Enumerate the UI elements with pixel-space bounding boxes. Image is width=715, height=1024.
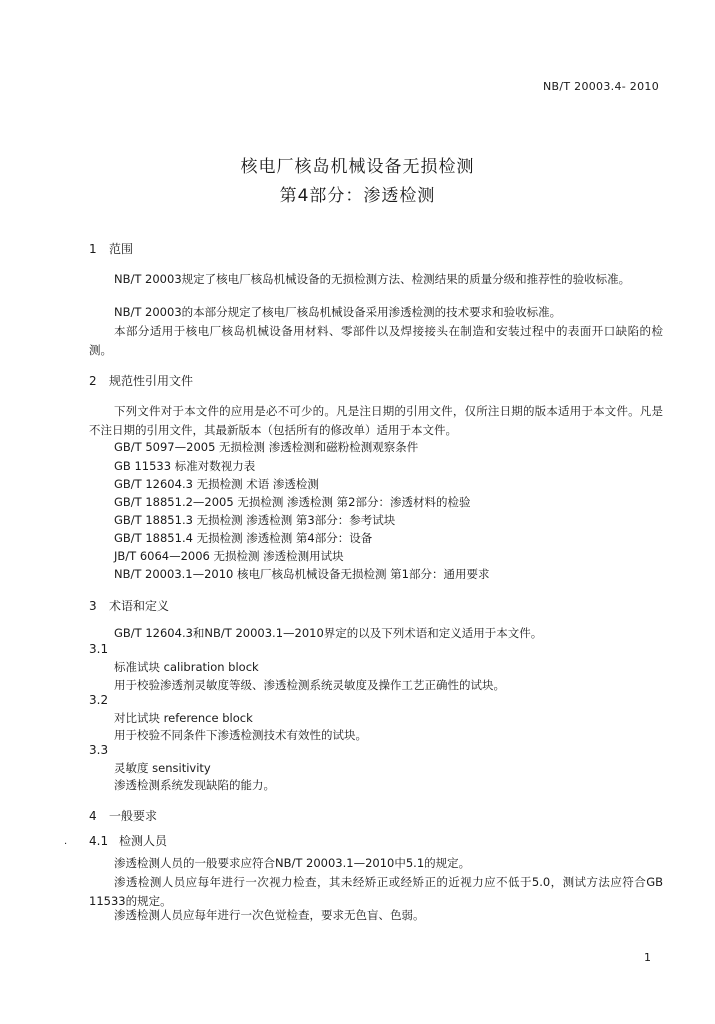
reference-item: JB/T 6064—2006 无损检测 渗透检测用试块 [114,549,344,563]
subsection-number: 4.1 [89,834,109,848]
section-4-paragraph-3: 渗透检测人员应每年进行一次色觉检查，要求无色盲、色弱。 [114,908,425,922]
section-1-paragraph-3: 本部分适用于核电厂核岛机械设备用材料、零部件以及焊接接头在制造和安装过程中的表面开口缺陷的检测。 [89,324,663,357]
section-1-paragraph-2: NB/T 20003的本部分规定了核电厂核岛机械设备采用渗透检测的技术要求和验收标准。 [114,305,562,319]
clause-number: 3.3 [89,743,109,757]
subsection-title: 检测人员 [119,834,168,848]
section-3-intro: GB/T 12604.3和NB/T 20003.1—2010界定的以及下列术语和定义适用于本文件。 [114,626,543,640]
section-4-heading [89,807,157,824]
reference-item: NB/T 20003.1—2010 核电厂核岛机械设备无损检测 第1部分：通用要求 [114,567,490,581]
clause-number: 3.2 [89,693,109,707]
section-title: 术语和定义 [109,599,170,613]
section-number: 4 [89,809,97,823]
reference-item: GB/T 18851.3 无损检测 渗透检测 第3部分：参考试块 [114,513,396,527]
term-name: 标准试块 calibration block [114,660,259,674]
stray-mark: . [64,836,68,847]
section-2-intro: 下列文件对于本文件的应用是必不可少的。凡是注日期的引用文件，仅所注日期的版本适用于本文件。凡是不注日期的引用文件，其最新版本（包括所有的修改单）适用于本文件。 [89,404,663,437]
standard-code: NB/T 20003.4- 2010 [542,80,659,93]
document-title: 核电厂核岛机械设备无损检测 [240,157,475,177]
section-4-paragraph-1: 渗透检测人员的一般要求应符合NB/T 20003.1—2010中5.1的规定。 [114,856,471,870]
section-number: 2 [89,374,97,388]
section-1-heading [89,240,133,257]
term-definition: 用于校验渗透剂灵敏度等级、渗透检测系统灵敏度及操作工艺正确性的试块。 [114,678,505,692]
reference-item: GB/T 5097—2005 无损检测 渗透检测和磁粉检测观察条件 [114,440,419,454]
reference-item: GB/T 18851.4 无损检测 渗透检测 第4部分：设备 [114,531,373,545]
section-number: 1 [89,242,97,256]
term-definition: 渗透检测系统发现缺陷的能力。 [114,778,275,792]
section-2-heading [89,372,193,389]
section-title: 一般要求 [109,809,158,823]
reference-item: GB/T 18851.2—2005 无损检测 渗透检测 第2部分：渗透材料的检验 [114,495,471,509]
reference-item: GB/T 12604.3 无损检测 术语 渗透检测 [114,477,319,491]
reference-item: GB 11533 标准对数视力表 [114,459,256,473]
section-title: 规范性引用文件 [109,374,194,388]
section-4-paragraph-2: 渗透检测人员应每年进行一次视力检查，其未经矫正或经矫正的近视力应不低于5.0，测试方法应符合GB 11533的规定。 [89,875,663,908]
clause-number: 3.1 [89,642,109,656]
term-name: 对比试块 reference block [114,711,253,725]
section-1-paragraph-1: NB/T 20003规定了核电厂核岛机械设备的无损检测方法、检测结果的质量分级和推荐性的验收标准。 [114,272,631,286]
document-subtitle: 第4部分：渗透检测 [279,186,436,206]
section-number: 3 [89,599,97,613]
section-3-heading [89,597,169,614]
section-title: 范围 [109,242,134,256]
page-number: 1 [644,951,651,964]
term-name: 灵敏度 sensitivity [114,761,211,775]
term-definition: 用于校验不同条件下渗透检测技术有效性的试块。 [114,728,367,742]
subsection-4-1-heading [89,832,167,849]
